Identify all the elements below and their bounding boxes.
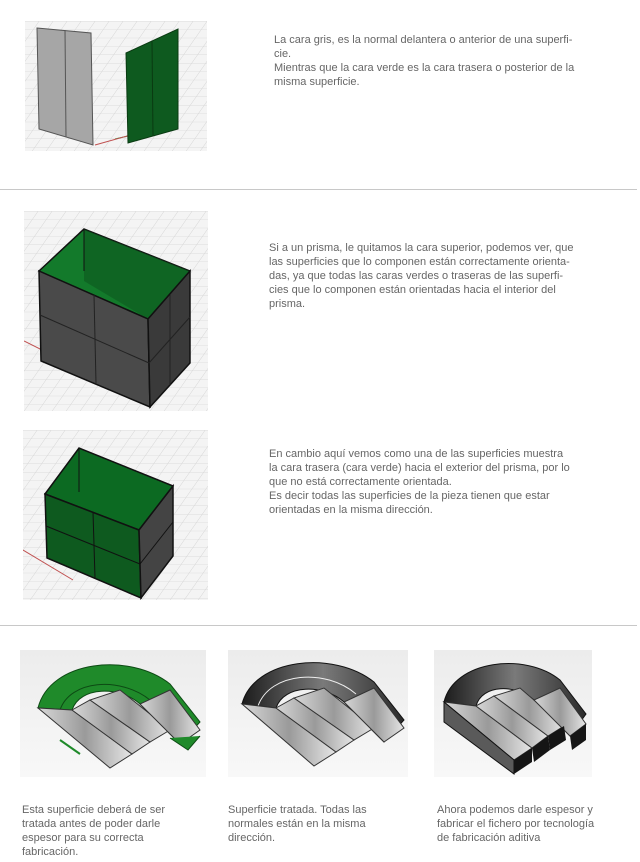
untreated-surface-figure [20, 650, 206, 777]
caption-treated: Superficie tratada. Todas las normales están en la misma dirección. [228, 804, 367, 844]
misoriented-prism-figure [23, 430, 208, 600]
section2-description: Si a un prisma, le quitamos la cara superior, podemos ver, que las superficies que lo componen están correctamente orienta- das, ya que todas las caras verdes o traseras de las superfi- cies que lo componen están orientadas hacia el interior del prisma. [269, 242, 574, 310]
section1-description: La cara gris, es la normal delantera o anterior de una superfi- cie. Mientras que la cara verde es la cara trasera o posterior de la misma superficie. [274, 34, 575, 88]
treated-surface-figure [228, 650, 408, 777]
divider-2 [0, 625, 637, 626]
section3-description: En cambio aquí vemos como una de las superficies muestra la cara trasera (cara verde) hacia el exterior del prisma, por lo que no está correctamente orientada. Es decir todas las superficies de la pieza tienen que estar orientadas en la misma dirección. [269, 448, 570, 516]
caption-untreated: Esta superficie deberá de ser tratada antes de poder darle espesor para su correcta fabricación. [22, 804, 166, 858]
caption-thickened: Ahora podemos darle espesor y fabricar el fichero por tecnología de fabricación aditiva [437, 804, 595, 844]
thickened-surface-figure [434, 650, 592, 777]
divider-1 [0, 189, 637, 190]
open-prism-figure [24, 211, 208, 411]
surface-normals-figure [25, 21, 207, 151]
